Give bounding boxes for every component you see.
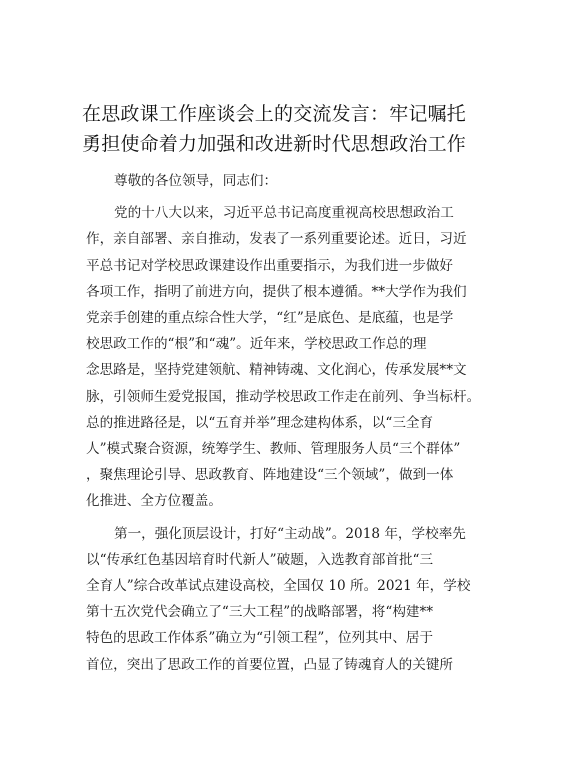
paragraph-line: 脉，引领师生爱党报国，推动学校思政工作走在前列、争当标杆。 — [86, 388, 481, 405]
paragraph-line: 平总书记对学校思政课建设作出重要指示，为我们进一步做好 — [86, 257, 454, 274]
paragraph-line: 全育人”综合改革试点建设高校，全国仅 10 所。2021 年，学校 — [86, 578, 471, 595]
paragraph-line: 校思政工作的“根”和“魂”。近年来，学校思政工作总的理 — [86, 336, 427, 353]
paragraph-line: ，聚焦理论引导、思政教育、阵地建设“三个领域”，做到一体 — [86, 467, 454, 484]
title-line: 在思政课工作座谈会上的交流发言：牢记嘱托 — [82, 103, 467, 125]
paragraph-line: 第十五次党代会确立了“三大工程”的战略部署，将“构建** — [86, 604, 434, 621]
paragraph-2 — [86, 521, 516, 678]
paragraph-line: 化推进、全方位覆盖。 — [86, 493, 222, 510]
paragraph-1 — [86, 200, 516, 514]
paragraph-line: 党亲手创建的重点综合性大学，“红”是底色、是底蕴，也是学 — [86, 310, 454, 327]
paragraph-line: 总的推进路径是，以“五育并举”理念建构体系，以“三全育 — [86, 414, 434, 431]
document-title — [82, 99, 512, 159]
paragraph-line: 特色的思政工作体系”确立为“引领工程”，位列其中、居于 — [86, 630, 434, 647]
paragraph-line: 念思路是，坚持党建领航、精神铸魂、文化润心，传承发展**文 — [86, 362, 467, 379]
paragraph-line: 首位，突出了思政工作的首要位置，凸显了铸魂育人的关键所 — [86, 656, 454, 673]
paragraph-line: 党的十八大以来，习近平总书记高度重视高校思想政治工 — [114, 205, 454, 222]
paragraph-line: 人”模式聚合资源，统筹学生、教师、管理服务人员“三个群体” — [86, 441, 461, 458]
document-body — [86, 168, 516, 678]
paragraph-line: 作，亲自部署、亲自推动，发表了一系列重要论述。近日，习近 — [86, 231, 467, 248]
title-line: 勇担使命着力加强和改进新时代思想政治工作 — [82, 133, 467, 155]
paragraph-line: 第一，强化顶层设计，打好“主动战”。2018 年，学校率先 — [114, 525, 466, 542]
paragraph-line: 以“传承红色基因培育时代新人”破题，入选教育部首批“三 — [86, 551, 434, 568]
paragraph-line: 各项工作，指明了前进方向，提供了根本遵循。**大学作为我们 — [86, 283, 467, 300]
salutation: 尊敬的各位领导，同志们： — [114, 173, 278, 189]
